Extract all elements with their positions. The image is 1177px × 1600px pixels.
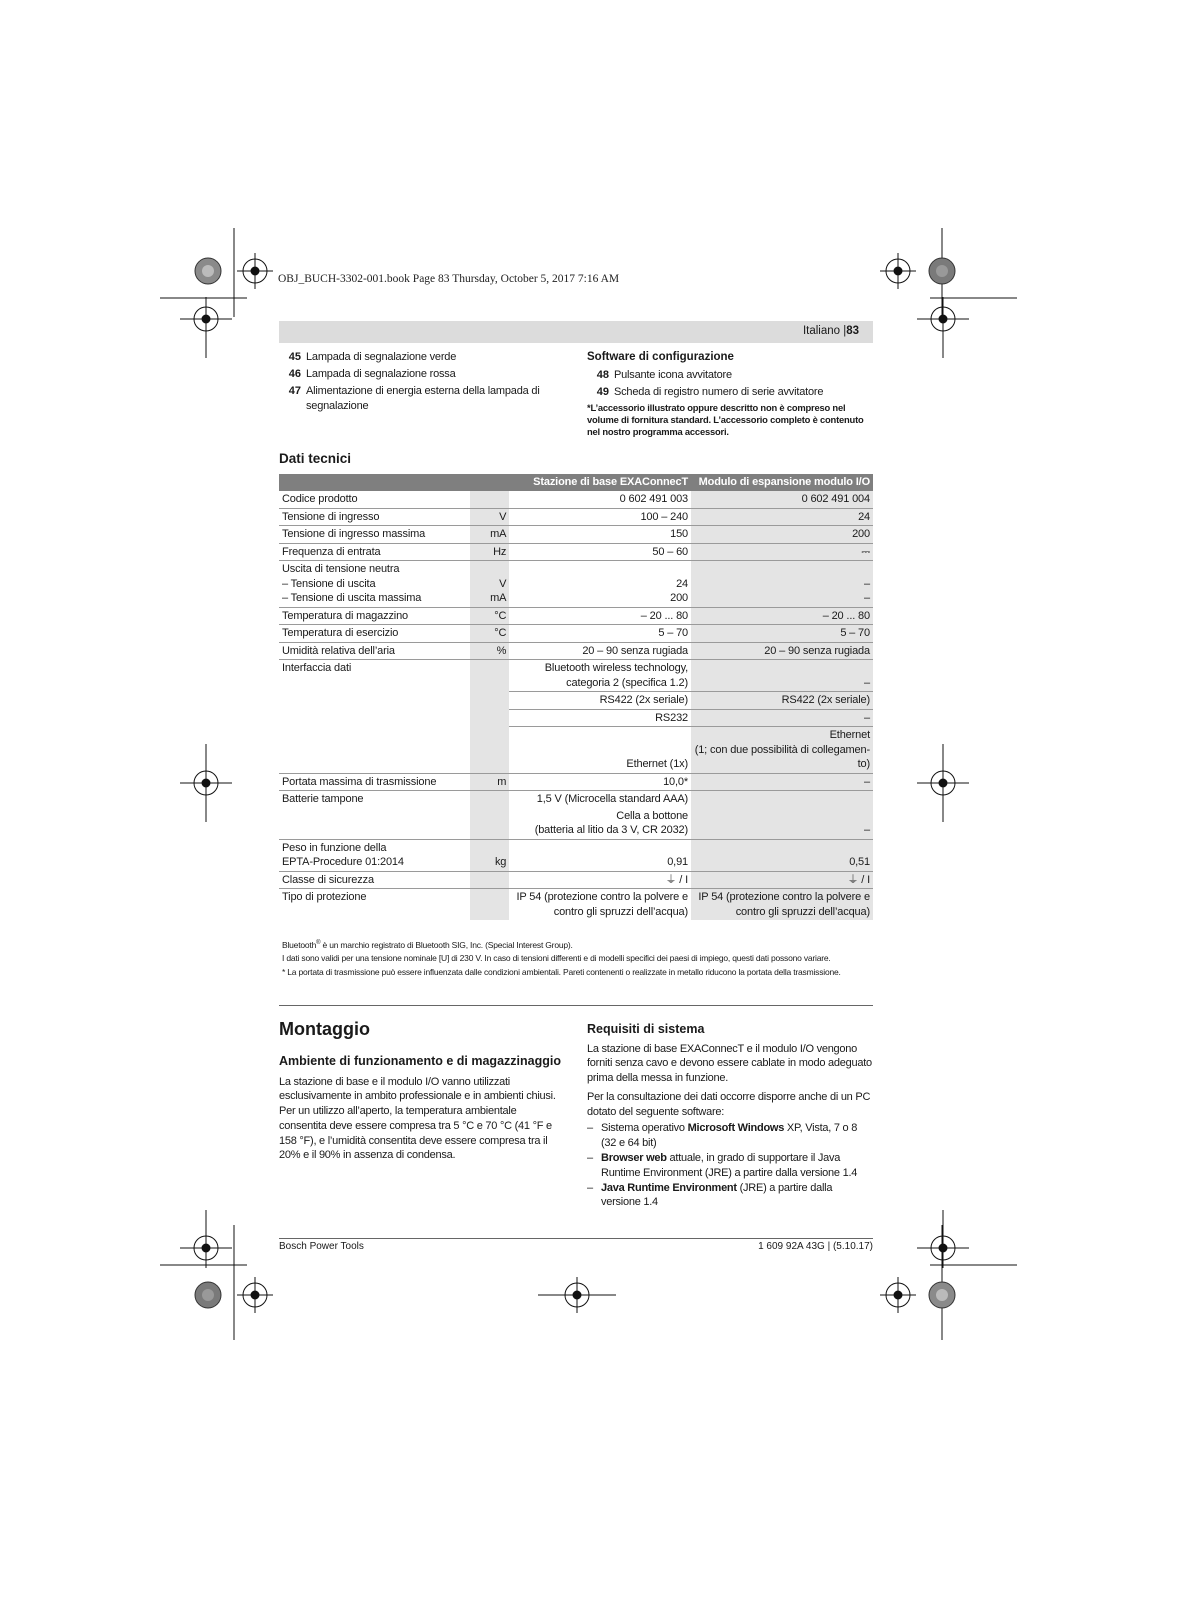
table-row: RS232 – bbox=[279, 709, 873, 727]
table-row: Uscita di tensione neutra – Tensione di uscita – Tensione di uscita massima V mA 24 200 – – bbox=[279, 561, 873, 608]
list-item: – Browser web attuale, in grado di supportare il Java Runtime Environment (JRE) a partire dalla versione 1.4 bbox=[587, 1152, 858, 1179]
legend-left bbox=[279, 350, 565, 416]
env-heading: Ambiente di funzionamento e di magazzinaggio bbox=[279, 1054, 561, 1068]
page-language: Italiano | bbox=[802, 325, 847, 337]
table-row: Tensione di ingresso massima mA 150 200 bbox=[279, 526, 873, 544]
table-row: Frequenza di entrata Hz 50 – 60 ⎓ bbox=[279, 543, 873, 561]
page-header-band bbox=[279, 321, 873, 343]
footer-right: 1 609 92A 43G | (5.10.17) bbox=[758, 1241, 873, 1252]
legend-right bbox=[587, 350, 873, 438]
table-row: Cella a bottone (batteria al litio da 3 V, CR 2032) bbox=[279, 808, 873, 840]
table-row: Tipo di protezione IP 54 (protezione contro la polvere e contro gli spruzzi dell’acqua) IP 54 (protezione contro la polvere e contro gli spruzzi dell’acqua) bbox=[279, 889, 873, 921]
table-row: Codice prodotto 0 602 491 003 0 602 491 004 bbox=[279, 491, 873, 508]
table-row: Ethernet (1x) Ethernet (1; con due possibilità di collegamen- to) bbox=[279, 727, 873, 774]
page-number: 83 bbox=[846, 325, 859, 337]
legend-item: 47 Alimentazione di energia esterna della lampada di segnalazione bbox=[288, 385, 540, 412]
file-header: OBJ_BUCH-3302-001.book Page 83 Thursday, October 5, 2017 7:16 AM bbox=[278, 273, 620, 285]
legend-item: 48 Pulsante icona avvitatore bbox=[596, 368, 732, 381]
tech-data-table bbox=[279, 474, 873, 920]
footnote-voltage: I dati sono validi per una tensione nominale [U] di 230 V. In caso di tensioni differenti e di modelli specifici dei paesi di impiego, questi dati possono variare. bbox=[282, 953, 831, 964]
col-header-io-module: Modulo di espansione modulo I/O bbox=[691, 474, 873, 491]
env-column bbox=[279, 1054, 564, 1163]
legend-item: 45 Lampada di segnalazione verde bbox=[288, 351, 457, 363]
tech-data-title: Dati tecnici bbox=[279, 451, 352, 466]
list-item: – Sistema operativo Microsoft Windows XP, Vista, 7 o 8 (32 e 64 bit) bbox=[587, 1122, 858, 1150]
table-header-row bbox=[279, 474, 873, 491]
legend-item: 46 Lampada di segnalazione rossa bbox=[288, 368, 456, 380]
req-text-1: La stazione di base EXAConnecT e il modulo I/O vengono forniti senza cavo e devono essere cablate in modo adeguato prima della messa in funzione. bbox=[587, 1042, 872, 1085]
table-row: Temperatura di magazzino °C – 20 ... 80 – 20 ... 80 bbox=[279, 607, 873, 625]
footer-left: Bosch Power Tools bbox=[279, 1241, 364, 1252]
accessory-note: *L’accessorio illustrato oppure descritto non è compreso nel volume di fornitura standard. L’accessorio completo è contenuto nel nostro programma accessori. bbox=[587, 401, 864, 437]
footnote-range: * La portata di trasmissione può essere influenzata dalle condizioni ambientali. Pareti contenenti o realizzate in metallo riducono la portata della trasmissione. bbox=[282, 966, 841, 977]
divider bbox=[279, 1005, 873, 1006]
page-header bbox=[803, 325, 859, 337]
legend-item: 49 Scheda di registro numero di serie avvitatore bbox=[596, 385, 824, 398]
table-row: RS422 (2x seriale) RS422 (2x seriale) bbox=[279, 692, 873, 710]
table-row: Umidità relativa dell’aria % 20 – 90 senza rugiada 20 – 90 senza rugiada bbox=[279, 642, 873, 660]
table-row: Batterie tampone 1,5 V (Microcella standard AAA) – bbox=[279, 791, 873, 808]
table-row: Peso in funzione della EPTA-Procedure 01:2014 kg 0,91 0,51 bbox=[279, 839, 873, 871]
table-row: Interfaccia dati Bluetooth wireless technology, categoria 2 (specifica 1.2) – bbox=[279, 660, 873, 692]
req-text-2: Per la consultazione dei dati occorre disporre anche di un PC dotato del seguente software: bbox=[587, 1090, 871, 1118]
table-row: Classe di sicurezza ⏚ / I ⏚ / I bbox=[279, 871, 873, 889]
list-item: – Java Runtime Environment (JRE) a partire dalla versione 1.4 bbox=[587, 1181, 833, 1209]
table-row: Tensione di ingresso V 100 – 240 24 bbox=[279, 508, 873, 526]
table-footnotes bbox=[282, 937, 872, 979]
footer-rule bbox=[279, 1238, 873, 1239]
table-row: Temperatura di esercizio °C 5 – 70 5 – 70 bbox=[279, 625, 873, 643]
env-text: La stazione di base e il modulo I/O vanno utilizzati esclusivamente in ambito professionale e in ambienti chiusi. Per un utilizzo all’aperto, la temperatura ambientale consentita deve essere compresa tra 5 °C e 70 °C (41 °F e 158 °F), e l’umidità consentita deve essere compresa tra il 20% e il 90% in assenza di condensa. bbox=[279, 1075, 556, 1162]
table-row: Portata massima di trasmissione m 10,0* – bbox=[279, 773, 873, 791]
section-title-montaggio: Montaggio bbox=[279, 1019, 370, 1039]
col-header-base-station: Stazione di base EXAConnecT bbox=[509, 474, 691, 491]
requirements-column bbox=[587, 1022, 873, 1210]
req-heading: Requisiti di sistema bbox=[587, 1022, 705, 1036]
footnote-bluetooth: Bluetooth® è un marchio registrato di Bluetooth SIG, Inc. (Special Interest Group). bbox=[282, 939, 573, 950]
legend-subheading: Software di configurazione bbox=[587, 351, 734, 363]
